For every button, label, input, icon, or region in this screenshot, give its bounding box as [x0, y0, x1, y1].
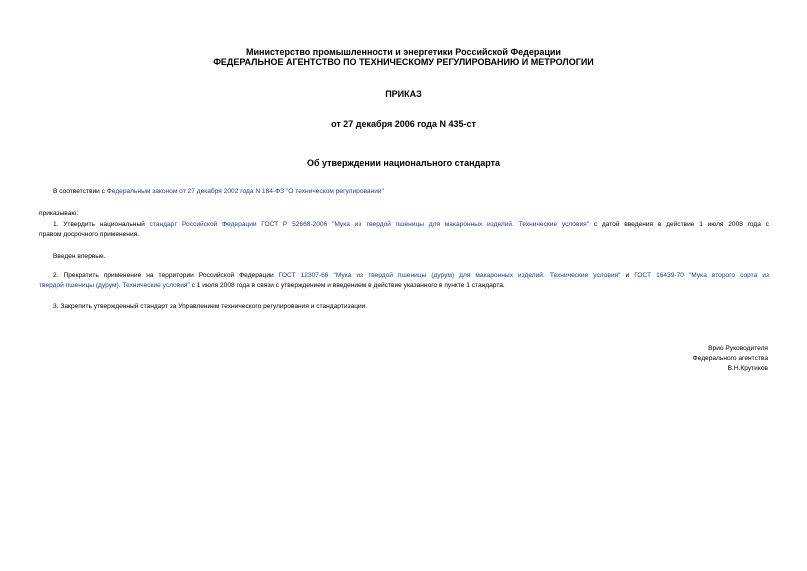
gost-16439-link-part2[interactable]: твердой пшеницы (дурум). Технические условия"	[39, 282, 190, 289]
item1-paragraph	[39, 220, 769, 240]
item3-paragraph: 3. Закрепить утвержденный стандарт за Управлением технического регулирования и стандартизации.	[53, 303, 368, 310]
gost-12307-link[interactable]: ГОСТ 12307-66 "Мука из твердой пшеницы (дурум) для макаронных изделий. Технические условия"	[278, 272, 621, 279]
item2-line1	[39, 271, 769, 281]
date-number-line: от 27 декабря 2006 года N 435-ст	[331, 119, 476, 129]
doc-type-title: ПРИКАЗ	[385, 89, 422, 99]
item2-line2	[39, 281, 769, 291]
intro-paragraph	[53, 187, 384, 197]
agency-heading: ФЕДЕРАЛЬНОЕ АГЕНТСТВО ПО ТЕХНИЧЕСКОМУ РЕГУЛИРОВАНИЮ И МЕТРОЛОГИИ	[213, 57, 594, 67]
order-word: приказываю:	[39, 210, 79, 217]
signature-name: В.Н.Крутиков	[727, 365, 768, 372]
gost-16439-link-part1[interactable]: ГОСТ 16439-70 "Мука второго сорта из	[634, 272, 769, 279]
introduced-note: Введен впервые.	[53, 253, 106, 260]
federal-law-link[interactable]: Федеральным законом от 27 декабря 2002 года N 184-ФЗ "О техническом регулировании"	[106, 188, 384, 195]
item2-prefix: 2. Прекратить применение на территории Российской Федерации	[53, 272, 279, 279]
gost-r-52668-link[interactable]: стандарт Российской Федерации ГОСТ Р 52668-2006 "Мука из твердой пшеницы для макаронных изделий. Технические условия"	[149, 221, 590, 228]
ministry-heading: Министерство промышленности и энергетики Российской Федерации	[246, 47, 561, 57]
item1-prefix: 1. Утвердить национальный	[53, 221, 150, 228]
subject-title: Об утверждении национального стандарта	[306, 158, 501, 168]
signature-agency: Федерального агентства	[692, 355, 768, 362]
item2-and: и	[620, 272, 635, 279]
intro-prefix: В соответствии с	[53, 188, 107, 195]
item2-suffix: с 1 июля 2008 года в связи с утверждением и введением в действие указанного в пункте 1 стандарта.	[189, 282, 505, 289]
item1-line1	[39, 220, 769, 230]
signature-position: Врио Руководителя	[708, 345, 768, 352]
item1-line2: правом досрочного применения.	[39, 231, 140, 238]
item2-paragraph	[39, 271, 769, 291]
item1-suffix: с датой введения в действие 1 июля 2008 года с	[589, 221, 769, 228]
